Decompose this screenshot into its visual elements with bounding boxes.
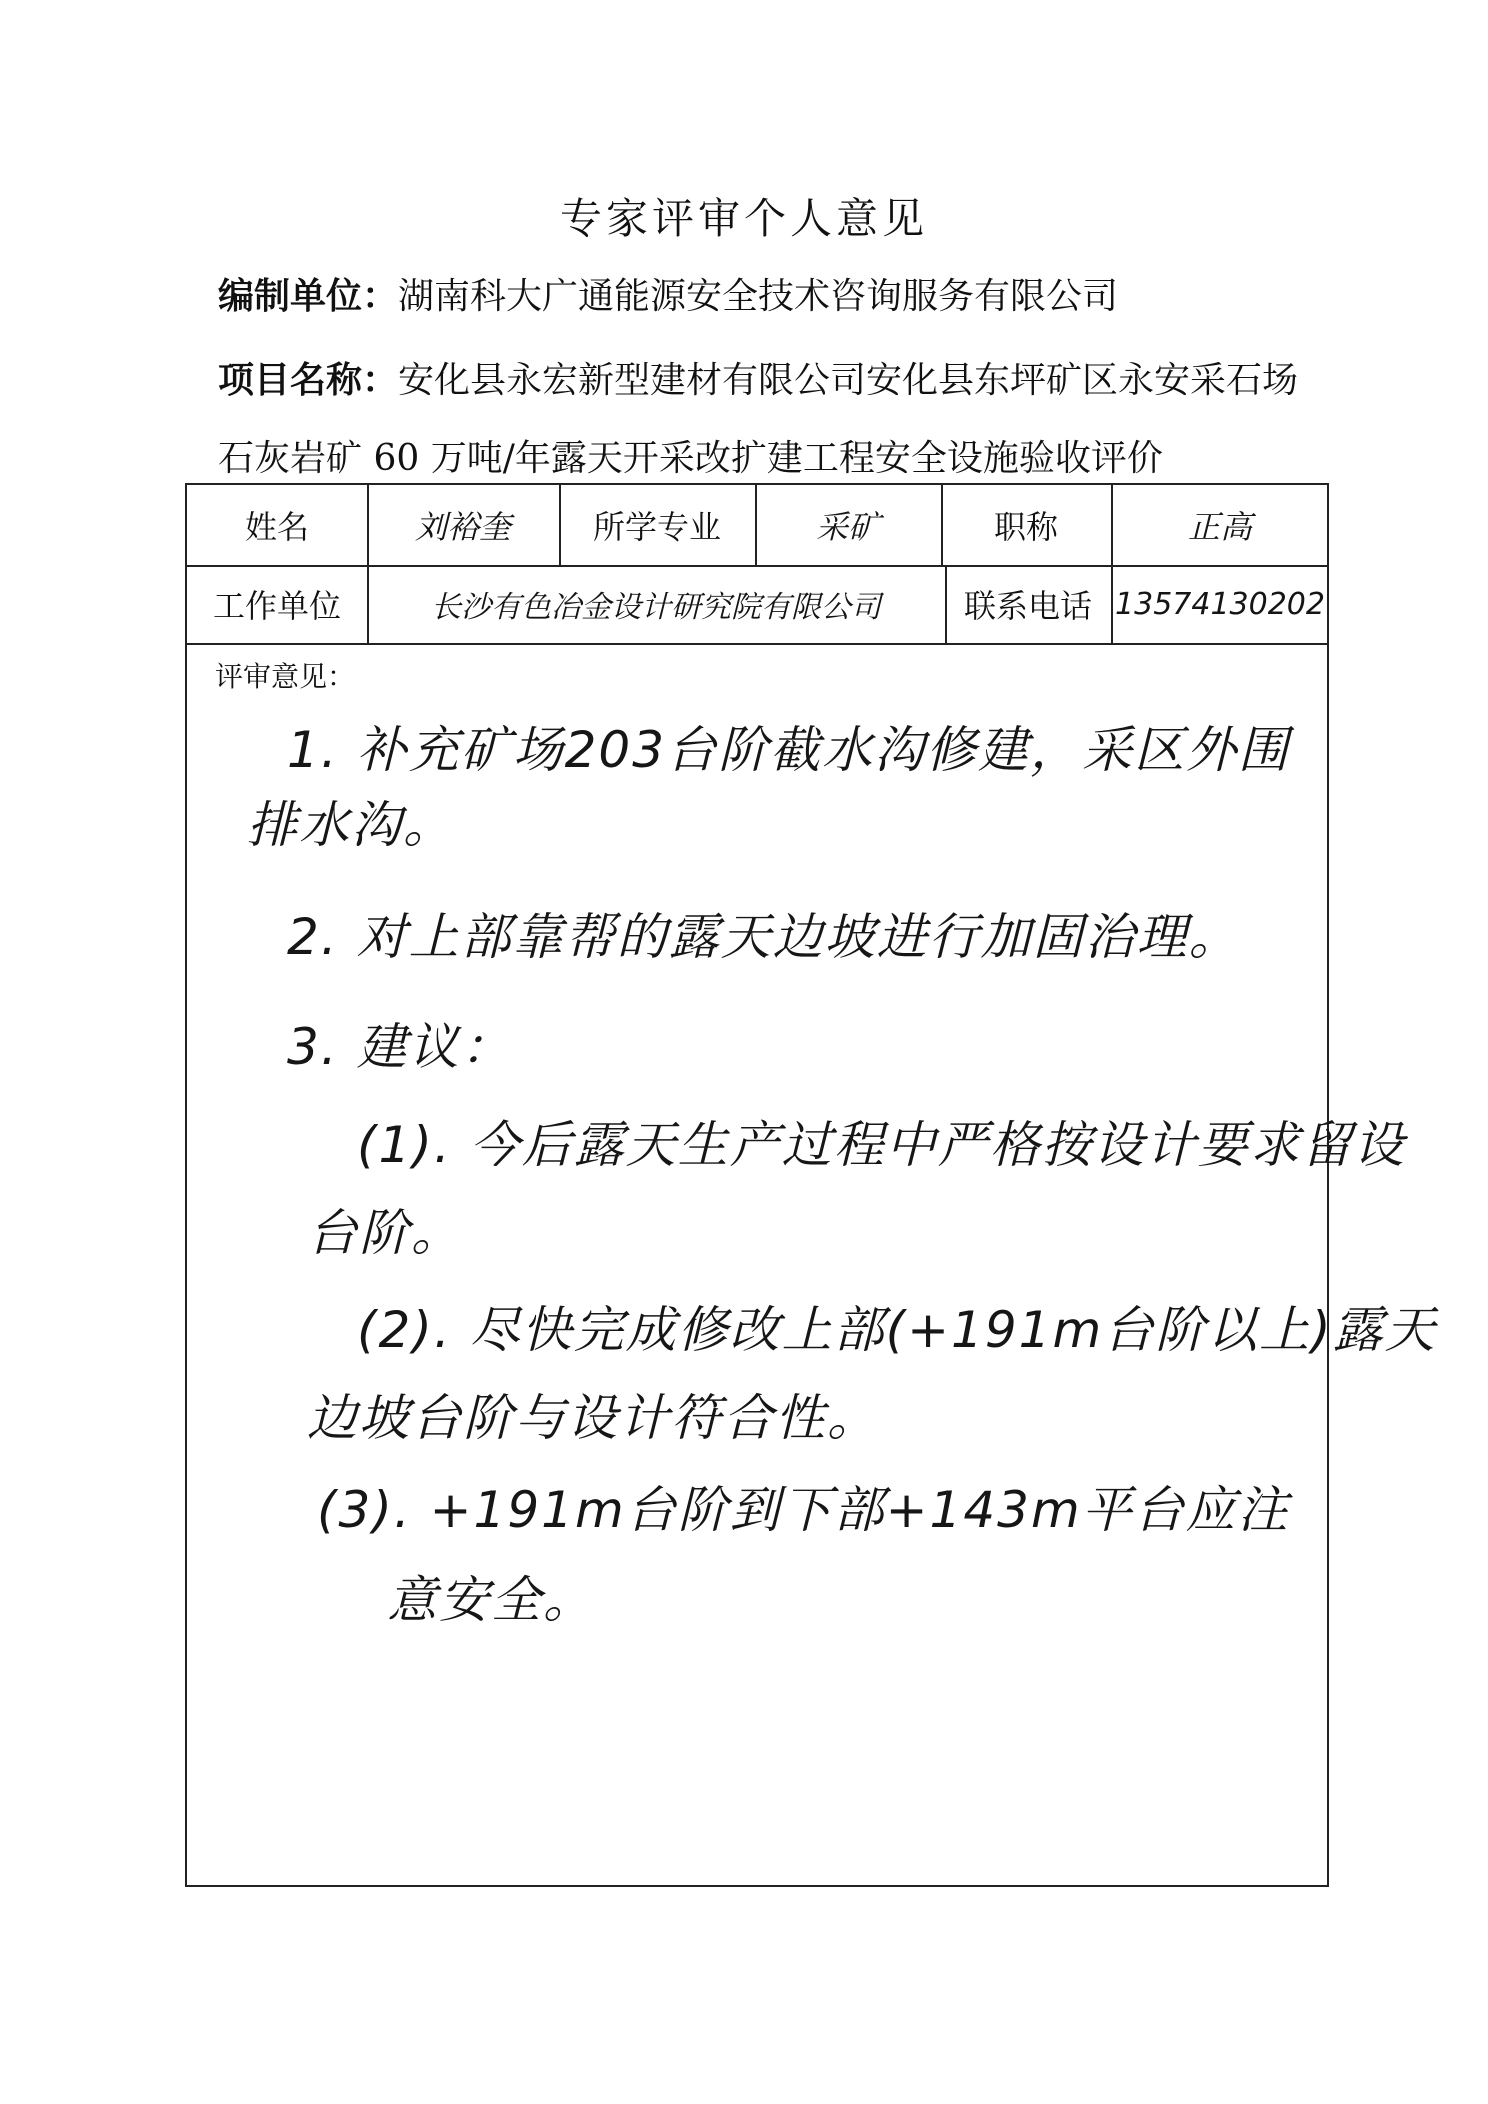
opinion-line: (3). +191m台阶到下部+143m平台应注 <box>317 1481 1290 1539</box>
name-value: 刘裕奎 <box>414 508 511 546</box>
opinion-line: (1). 今后露天生产过程中严格按设计要求留设 <box>357 1116 1406 1174</box>
name-label: 姓名 <box>244 508 309 546</box>
opinion-line: 边坡台阶与设计符合性。 <box>307 1389 879 1447</box>
opinion-line: 2. 对上部靠帮的露天边坡进行加固治理。 <box>287 908 1241 966</box>
major-label: 所学专业 <box>592 508 721 546</box>
phone-value: 13574130202 <box>1115 586 1325 622</box>
review-form <box>185 483 1437 1887</box>
opinion-line: 排水沟。 <box>247 796 455 854</box>
major-value: 采矿 <box>815 508 880 546</box>
project-value-2: 石灰岩矿 60 万吨/年露天开采改扩建工程安全设施验收评价 <box>218 438 1163 479</box>
row-divider-2 <box>187 643 1327 645</box>
title-value: 正高 <box>1187 508 1252 546</box>
phone-label: 联系电话 <box>963 587 1092 625</box>
opinion-line: (2). 尽快完成修改上部(+191m台阶以上)露天 <box>357 1301 1437 1359</box>
project-value-1: 安化县永宏新型建材有限公司安化县东坪矿区永安采石场 <box>398 360 1299 401</box>
project-label: 项目名称： <box>218 359 399 401</box>
compiler-line <box>218 268 1118 319</box>
compiler-value: 湖南科大广通能源安全技术咨询服务有限公司 <box>398 276 1119 317</box>
opinion-label: 评审意见： <box>215 660 356 693</box>
opinion-line: 3. 建议： <box>287 1018 513 1076</box>
compiler-label: 编制单位： <box>218 275 399 317</box>
page-title: 专家评审个人意见 <box>559 194 928 243</box>
opinion-line: 台阶。 <box>307 1204 463 1262</box>
project-line-2 <box>218 430 1163 481</box>
opinion-line: 1. 补充矿场203台阶截水沟修建，采区外围 <box>287 721 1291 779</box>
unit-value: 长沙有色冶金设计研究院有限公司 <box>431 590 881 625</box>
opinion-line: 意安全。 <box>387 1571 595 1629</box>
title-label: 职称 <box>993 508 1058 546</box>
project-line-1 <box>218 352 1298 403</box>
unit-label: 工作单位 <box>212 587 341 625</box>
